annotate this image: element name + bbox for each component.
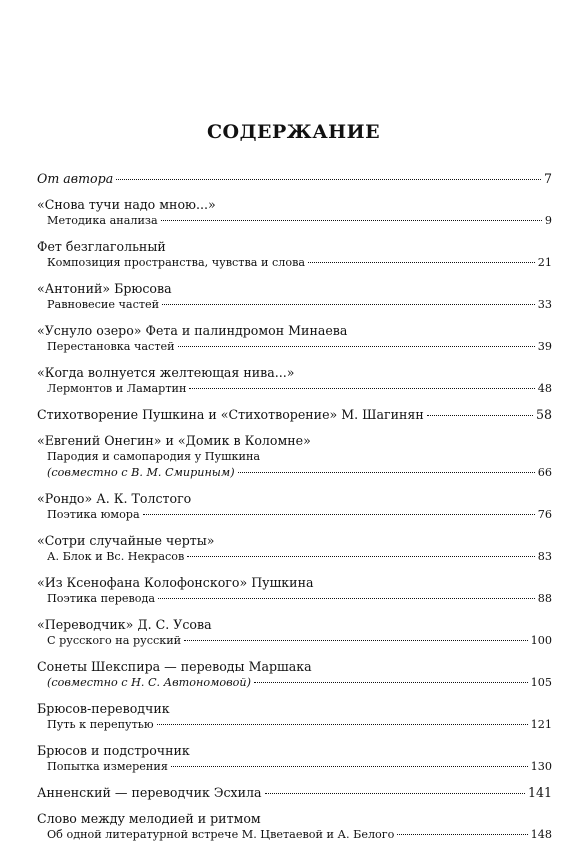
toc-line — [37, 742, 552, 759]
toc-entry-subtitle: Об одной литературной встрече М. Цветаевой и А. Белого — [47, 828, 395, 841]
toc-entry — [37, 700, 552, 733]
toc-entry-note: (совместно с В. М. Смириным) — [47, 466, 235, 479]
dot-leader — [254, 682, 528, 683]
toc-entry-title: «Уснуло озеро» Фета и палиндромон Минаева — [37, 323, 348, 338]
toc-entry-title: Сонеты Шекспира — переводы Маршака — [37, 659, 312, 674]
toc-entry-subtitle: Поэтика юмора — [47, 508, 140, 521]
toc-line — [37, 507, 552, 523]
toc-line — [37, 406, 552, 423]
toc-line — [37, 532, 552, 549]
toc-line — [37, 339, 552, 355]
dot-leader — [308, 262, 535, 263]
dot-leader — [187, 556, 534, 557]
toc-entry-page-number: 7 — [543, 171, 552, 186]
toc-entry-subtitle: Методика анализа — [47, 214, 158, 227]
toc-entry-subtitle: Пародия и самопародия у Пушкина — [47, 450, 261, 463]
toc-entry — [37, 616, 552, 649]
dot-leader — [397, 834, 527, 835]
dot-leader — [157, 724, 528, 725]
toc-entry-page-number: 148 — [530, 828, 552, 841]
toc-entry-title: «Рондо» А. К. Толстого — [37, 491, 192, 506]
toc-entry-page-number: 76 — [537, 508, 552, 521]
toc-line — [37, 633, 552, 649]
dot-leader — [158, 598, 535, 599]
toc-entry-title: «Когда волнуется желтеющая нива...» — [37, 365, 295, 380]
toc-line — [37, 213, 552, 229]
dot-leader — [171, 766, 528, 767]
toc-entry-page-number: 83 — [537, 550, 552, 563]
toc-entry — [37, 810, 552, 843]
toc-line — [37, 675, 552, 691]
toc-entry-subtitle: Перестановка частей — [47, 340, 175, 353]
toc-entry-page-number: 33 — [537, 298, 552, 311]
toc-line — [37, 322, 552, 339]
toc-entry — [37, 742, 552, 775]
toc-line — [37, 364, 552, 381]
dot-leader — [189, 388, 534, 389]
toc-entry — [37, 406, 552, 423]
toc-entry-page-number: 100 — [530, 634, 552, 647]
toc-entry-subtitle: А. Блок и Вс. Некрасов — [47, 550, 185, 563]
toc-line — [37, 759, 552, 775]
toc-line — [37, 810, 552, 827]
toc-entry — [37, 574, 552, 607]
toc-entry-subtitle: Путь к перепутью — [47, 718, 154, 731]
toc-entry-page-number: 130 — [530, 760, 552, 773]
toc-entry-page-number: 121 — [530, 718, 552, 731]
toc-entry-title: Стихотворение Пушкина и «Стихотворение» М. Шагинян — [37, 407, 424, 422]
toc-line — [37, 196, 552, 213]
toc-line — [37, 432, 552, 449]
toc-entry-title: Фет безглагольный — [37, 239, 166, 254]
dot-leader — [161, 220, 542, 221]
toc-entry — [37, 490, 552, 523]
toc-line — [37, 381, 552, 397]
dot-leader — [162, 304, 535, 305]
toc-entry — [37, 170, 552, 187]
toc-entry-note: (совместно с Н. С. Автономовой) — [47, 676, 251, 689]
toc-line — [37, 238, 552, 255]
toc-entry-title: «Переводчик» Д. С. Усова — [37, 617, 212, 632]
toc-line — [37, 700, 552, 717]
toc-entry-title: Брюсов и подстрочник — [37, 743, 190, 758]
toc-line — [37, 449, 552, 465]
toc-entry-page-number: 141 — [527, 785, 552, 800]
toc-entry-page-number: 39 — [537, 340, 552, 353]
dot-leader — [143, 514, 535, 515]
toc-entry-page-number: 9 — [544, 214, 552, 227]
toc-entry — [37, 196, 552, 229]
toc-entry — [37, 532, 552, 565]
toc-entry-title: Слово между мелодией и ритмом — [37, 811, 261, 826]
toc-line — [37, 591, 552, 607]
toc-entry — [37, 322, 552, 355]
toc-entry — [37, 784, 552, 801]
toc-entry-subtitle: Попытка измерения — [47, 760, 168, 773]
toc-line — [37, 574, 552, 591]
toc-entry-page-number: 105 — [530, 676, 552, 689]
toc-entry-page-number: 21 — [537, 256, 552, 269]
toc-entry — [37, 432, 552, 481]
toc-line — [37, 549, 552, 565]
page-title: СОДЕРЖАНИЕ — [206, 121, 381, 143]
dot-leader — [178, 346, 535, 347]
toc-entry — [37, 280, 552, 313]
table-of-contents — [37, 170, 552, 852]
dot-leader — [238, 472, 535, 473]
toc-line — [37, 616, 552, 633]
toc-entry-title: «Антоний» Брюсова — [37, 281, 172, 296]
toc-entry-title: Анненский — переводчик Эсхила — [37, 785, 262, 800]
toc-entry — [37, 238, 552, 271]
toc-line — [37, 280, 552, 297]
toc-entry — [37, 364, 552, 397]
toc-line — [37, 658, 552, 675]
dot-leader — [184, 640, 528, 641]
toc-entry-subtitle: С русского на русский — [47, 634, 182, 647]
toc-entry — [37, 658, 552, 691]
toc-entry-subtitle: Поэтика перевода — [47, 592, 156, 605]
toc-line — [37, 297, 552, 313]
toc-line — [37, 170, 552, 187]
toc-entry-page-number: 66 — [537, 466, 552, 479]
toc-line — [37, 717, 552, 733]
toc-line — [37, 827, 552, 843]
toc-line — [37, 784, 552, 801]
toc-line — [37, 465, 552, 481]
toc-entry-title: «Снова тучи надо мною...» — [37, 197, 216, 212]
dot-leader — [116, 179, 541, 180]
toc-entry-subtitle: Равновесие частей — [47, 298, 160, 311]
toc-entry-title: Брюсов-переводчик — [37, 701, 170, 716]
toc-entry-page-number: 58 — [535, 407, 552, 422]
toc-line — [37, 255, 552, 271]
toc-entry-title: «Сотри случайные черты» — [37, 533, 215, 548]
toc-entry-title: «Евгений Онегин» и «Домик в Коломне» — [37, 433, 311, 448]
toc-entry-subtitle: Композиция пространства, чувства и слова — [47, 256, 306, 269]
toc-entry-title: От автора — [37, 171, 114, 186]
toc-line — [37, 490, 552, 507]
toc-entry-title: «Из Ксенофана Колофонского» Пушкина — [37, 575, 314, 590]
dot-leader — [265, 793, 525, 794]
dot-leader — [427, 415, 533, 416]
toc-entry-page-number: 88 — [537, 592, 552, 605]
toc-entry-page-number: 48 — [537, 382, 552, 395]
toc-entry-subtitle: Лермонтов и Ламартин — [47, 382, 187, 395]
